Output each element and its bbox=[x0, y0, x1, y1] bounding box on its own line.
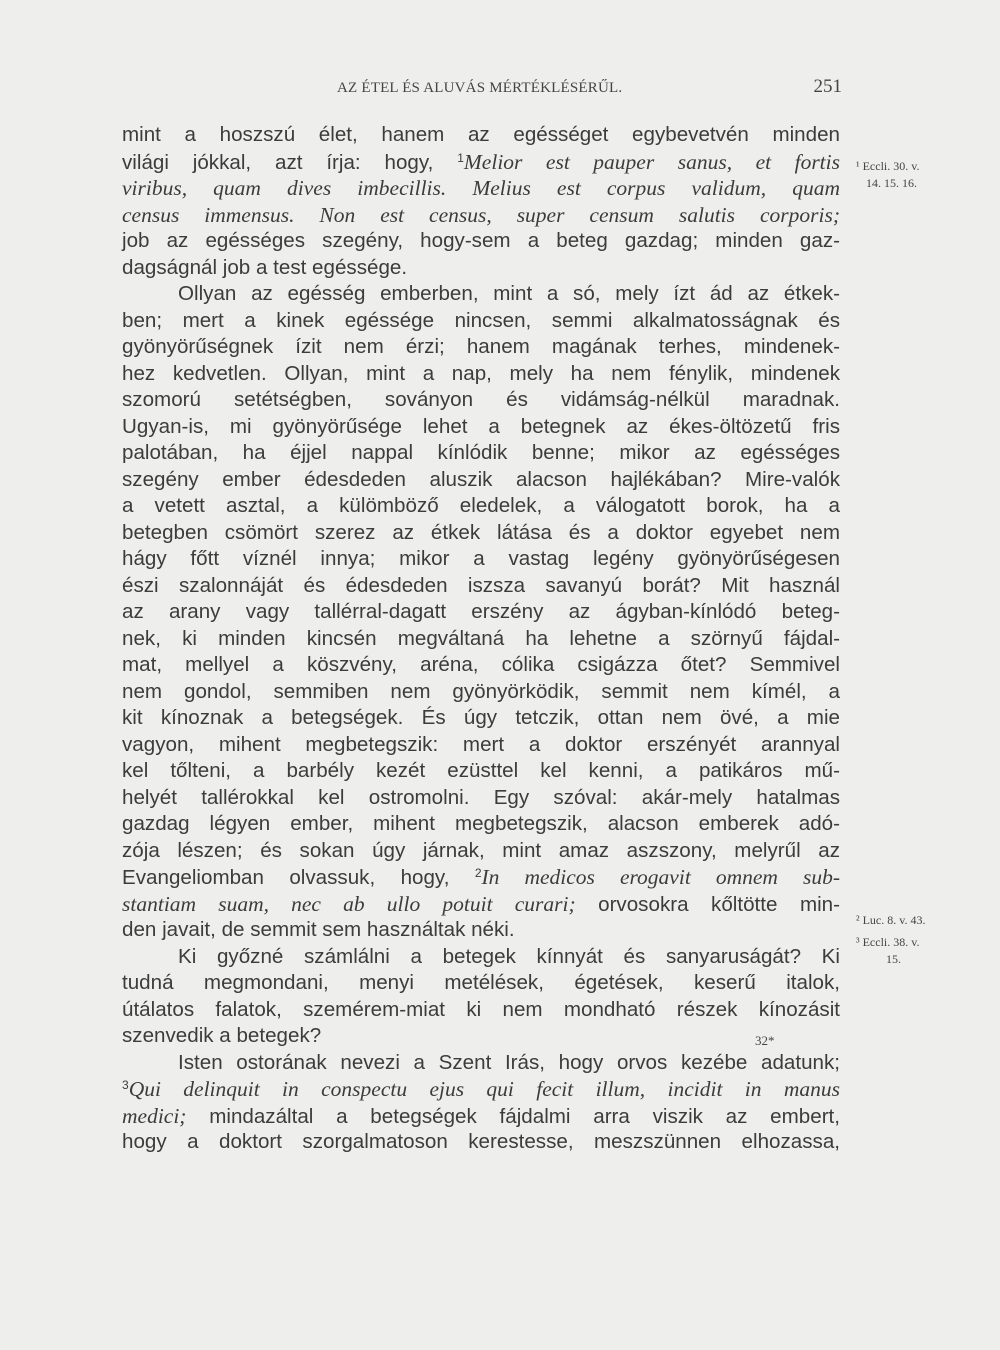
text-line bbox=[122, 387, 840, 414]
margin-note-3-line2: 15. bbox=[886, 952, 901, 966]
text-segment: helyét tallérokkal kel ostromolni. Egy szóval: akár-mely hatalmas bbox=[122, 785, 840, 809]
footnote-marker: 2 bbox=[474, 866, 482, 880]
latin-quote: In medicos erogavit omnem sub- bbox=[481, 865, 840, 889]
text-segment: dagságnál job a test egéssége. bbox=[122, 255, 408, 279]
text-line bbox=[122, 891, 840, 918]
text-segment: észi szalonnáját és édesdeden iszsza savanyú borát? Mit használ bbox=[122, 573, 840, 597]
text-line bbox=[122, 520, 840, 547]
text-segment: szomorú setétségben, soványon és vidámság-nélkül maradnak. bbox=[122, 388, 840, 411]
text-segment: vagyon, mihent megbetegszik: mert a doktor erszényét arannyal bbox=[122, 732, 840, 756]
margin-note-3-line1: ³ Eccli. 38. v. bbox=[856, 935, 920, 949]
footnote-marker: 3 bbox=[122, 1078, 129, 1092]
body-text bbox=[122, 122, 840, 1156]
text-line bbox=[122, 785, 840, 812]
margin-note-1-line2: 14. 15. 16. bbox=[866, 176, 917, 190]
text-line bbox=[122, 467, 840, 494]
page-number: 251 bbox=[813, 76, 842, 97]
latin-quote: viribus, quam dives imbecillis. Melius est corpus validum, quam bbox=[122, 176, 840, 200]
text-line bbox=[122, 679, 840, 706]
text-line bbox=[122, 546, 840, 573]
text-segment: Ugyan-is, mi gyönyörűsége lehet a betegnek az ékes-öltözetű fris bbox=[122, 414, 840, 438]
text-segment: mat, mellyel a köszvény, aréna, cólika csigázza őtet? Semmivel bbox=[122, 653, 840, 676]
latin-quote: medici; bbox=[122, 1103, 187, 1128]
text-segment: hez kedvetlen. Ollyan, mint a nap, mely ha nem fénylik, mindenek bbox=[122, 361, 840, 385]
latin-quote: Melior est pauper sanus, et fortis bbox=[463, 149, 840, 174]
text-line bbox=[122, 334, 840, 361]
margin-note-2-line1: ² Luc. 8. v. 43. bbox=[856, 913, 926, 927]
text-line bbox=[122, 440, 840, 467]
text-line bbox=[122, 149, 840, 176]
text-line bbox=[122, 732, 840, 759]
margin-note-1 bbox=[856, 158, 976, 192]
text-line bbox=[122, 705, 840, 732]
text-line bbox=[122, 281, 840, 308]
text-segment: hogy a doktort szorgalmatoson kerestesse, meszszünnen elhozassa, bbox=[122, 1130, 840, 1153]
text-segment: Ki győzné számlálni a betegek kínnyát és sanyaruságát? Ki bbox=[178, 944, 840, 968]
text-line bbox=[122, 175, 840, 202]
text-segment: betegben csömört szerez az étkek látása és a doktor egyebet nem bbox=[122, 520, 840, 544]
text-segment: útálatos falatok, szemérem-miat ki nem mondható részek kínozásit bbox=[122, 997, 840, 1021]
latin-quote: Qui delinquit in conspectu ejus qui fecit illum, incidit in manus bbox=[128, 1077, 840, 1101]
text-segment: nem gondol, semmiben nem gyönyörködik, semmit nem kímél, a bbox=[122, 679, 840, 703]
text-segment: Ollyan az egésség emberben, mint a só, mely ízt ád az étkek- bbox=[178, 282, 840, 305]
text-line bbox=[122, 202, 840, 229]
text-segment: kel tőlteni, a barbély kezét ezüsttel kel kenni, a patikáros mű- bbox=[122, 759, 840, 782]
running-title: AZ ÉTEL ÉS ALUVÁS MÉRTÉKLÉSÉRŰL. bbox=[337, 80, 623, 96]
text-line bbox=[122, 626, 840, 653]
text-segment: szegény ember édesdeden aluszik alacson hajlékában? Mire-valók bbox=[122, 467, 840, 491]
text-segment: hágy főtt víznél innya; mikor a vastag legény gyönyörűségesen bbox=[122, 547, 840, 570]
margin-note-2 bbox=[856, 912, 976, 929]
text-line bbox=[122, 838, 840, 865]
text-line bbox=[122, 758, 840, 785]
text-line bbox=[122, 599, 840, 626]
text-line bbox=[122, 811, 840, 838]
latin-quote: census immensus. Non est census, super censum salutis corporis; bbox=[122, 202, 840, 227]
text-line bbox=[122, 944, 840, 971]
text-segment: den javait, de semmit sem használtak néki. bbox=[122, 918, 515, 941]
text-segment: mindazáltal a betegségek fájdalmi arra viszik az embert, bbox=[186, 1104, 840, 1128]
text-line bbox=[122, 573, 840, 600]
text-segment: ben; mert a kinek egéssége nincsen, semmi alkalmatosságnak és bbox=[122, 308, 840, 332]
latin-quote: stantiam suam, nec ab ullo potuit curari; bbox=[122, 891, 576, 916]
text-segment: gyönyörűségnek ízit nem érzi; hanem magának terhes, mindenek- bbox=[122, 335, 840, 358]
text-segment: kit kínoznak a betegségek. És úgy tetczik, ottan nem övé, a mie bbox=[122, 706, 840, 729]
text-line bbox=[122, 917, 840, 944]
text-segment: palotában, ha éjjel nappal kínlódik benne; mikor az egésséges bbox=[122, 441, 840, 464]
margin-note-1-line1: ¹ Eccli. 30. v. bbox=[856, 159, 920, 173]
text-segment: Evangeliomban olvassuk, hogy, bbox=[122, 866, 475, 889]
text-line bbox=[122, 1076, 840, 1103]
footnote-marker: 1 bbox=[457, 150, 464, 165]
text-segment: gazdag légyen ember, mihent megbetegszik, alacson emberek adó- bbox=[122, 812, 840, 835]
text-line bbox=[122, 308, 840, 335]
text-line bbox=[122, 493, 840, 520]
text-line bbox=[122, 1050, 840, 1077]
text-segment: job az egésséges szegény, hogy-sem a beteg gazdag; minden gaz- bbox=[122, 229, 840, 252]
text-line bbox=[122, 970, 840, 997]
text-line bbox=[122, 652, 840, 679]
text-segment: az arany vagy tallérral-dagatt erszény az ágyban-kínlódó beteg- bbox=[122, 600, 840, 623]
text-line bbox=[122, 361, 840, 388]
text-segment: tudná megmondani, menyi metélések, égetések, keserű italok, bbox=[122, 971, 840, 994]
text-segment: szenvedik a betegek? bbox=[122, 1024, 322, 1047]
text-line bbox=[122, 228, 840, 255]
text-segment: nek, ki minden kincsén megváltaná ha lehetne a szörnyű fájdal- bbox=[122, 626, 840, 650]
text-line bbox=[122, 1129, 840, 1156]
text-line bbox=[122, 122, 840, 149]
text-segment: orvosokra kőltötte min- bbox=[575, 892, 840, 916]
text-segment: világi jókkal, azt írja: hogy, bbox=[122, 150, 458, 174]
text-line bbox=[122, 1023, 840, 1050]
running-header bbox=[122, 76, 842, 100]
text-segment: zója lészen; és sokan úgy járnak, mint amaz aszszony, melyrűl az bbox=[122, 838, 840, 862]
text-line bbox=[122, 414, 840, 441]
text-line bbox=[122, 1103, 840, 1130]
text-segment: a vetett asztal, a külömböző eledelek, a válogatott borok, ha a bbox=[122, 494, 840, 517]
signature-mark: 32* bbox=[755, 1033, 775, 1048]
text-segment: mint a hoszszú élet, hanem az egésséget egybevetvén minden bbox=[122, 123, 840, 146]
text-line bbox=[122, 864, 840, 891]
margin-note-3 bbox=[856, 934, 976, 968]
text-segment: Isten ostorának nevezi a Szent Irás, hogy orvos kezébe adatunk; bbox=[178, 1050, 840, 1074]
text-line bbox=[122, 997, 840, 1024]
text-line bbox=[122, 255, 840, 282]
